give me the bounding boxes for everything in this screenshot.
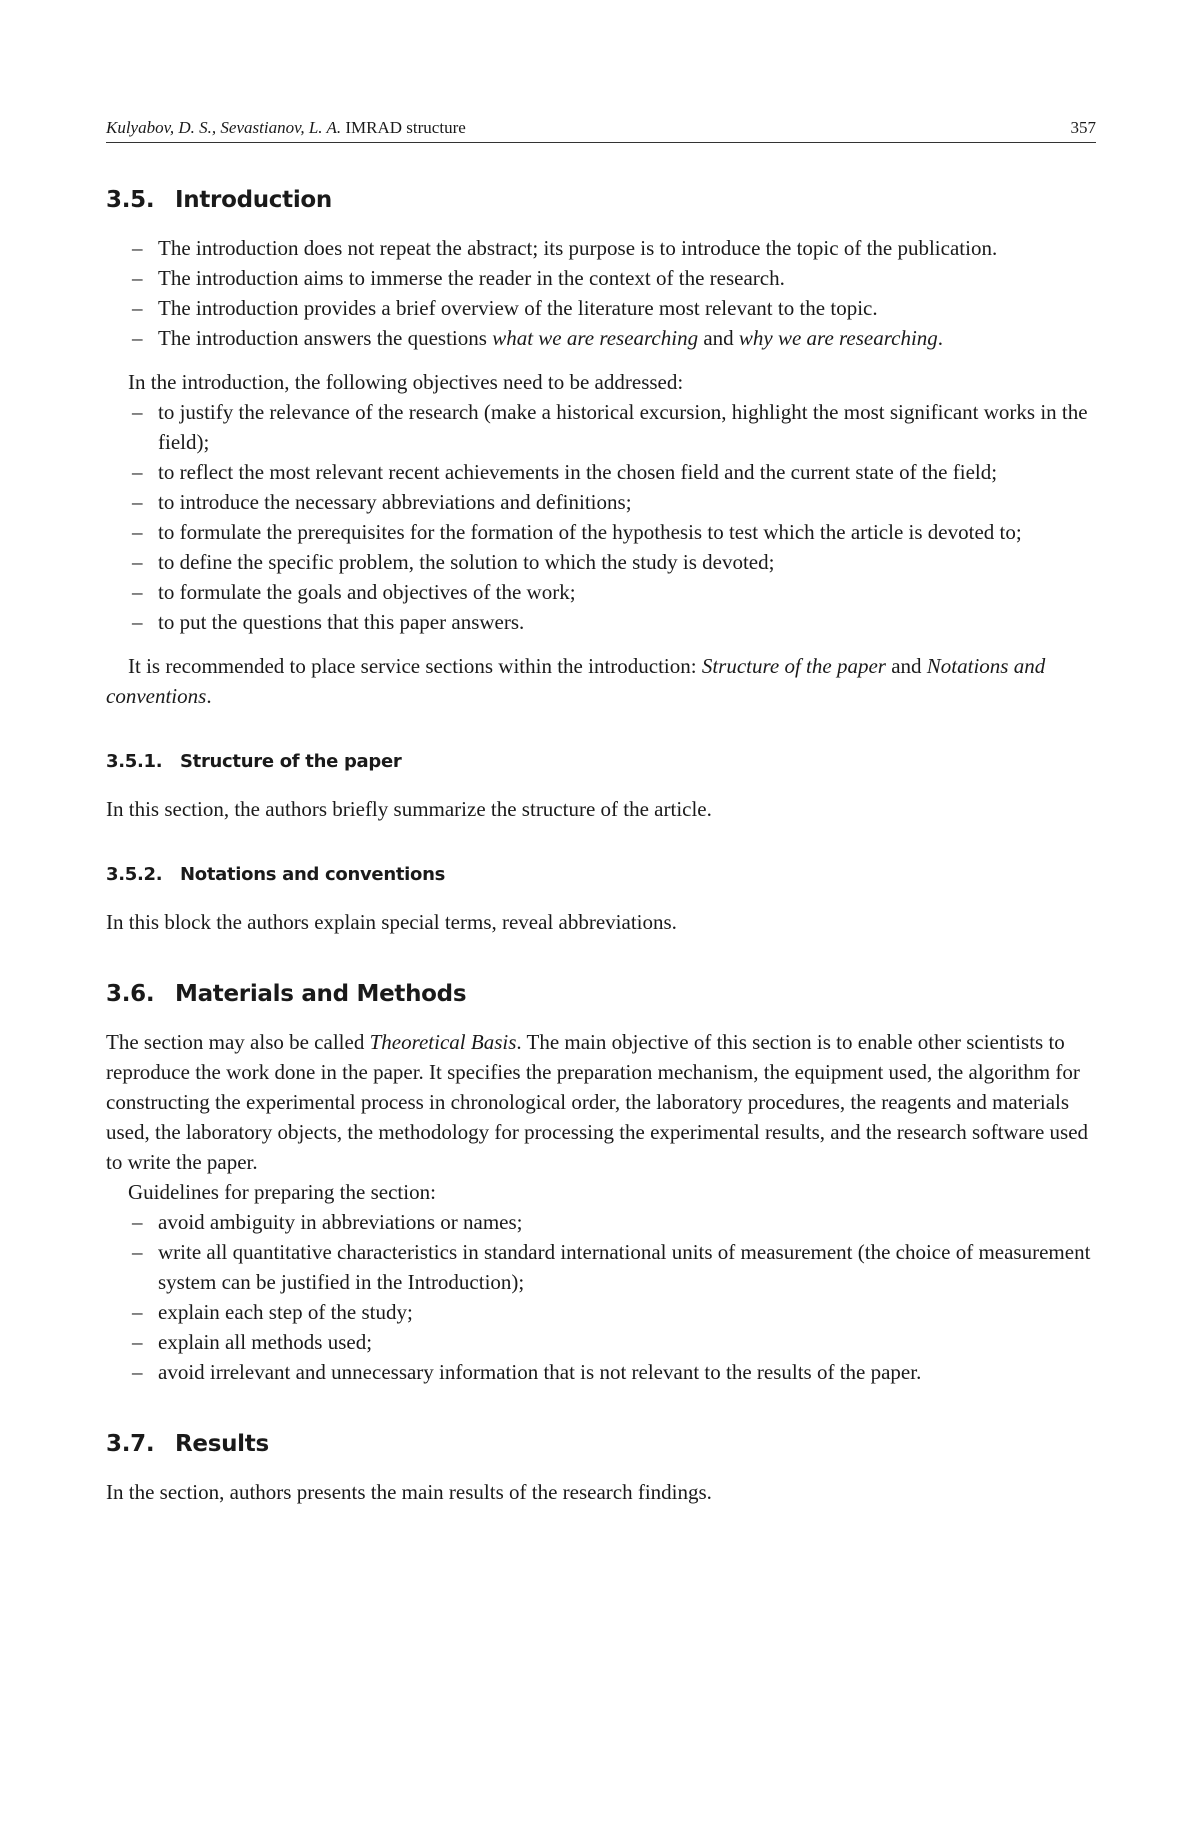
emphasis-text: Notations and conventions <box>106 654 1046 708</box>
paragraph: In the section, authors presents the main results of the research findings. <box>106 1480 712 1504</box>
section-heading-introduction <box>106 187 1096 213</box>
list-item: – explain all methods used; <box>106 1327 1096 1357</box>
list-item: – to formulate the goals and objectives of the work; <box>106 577 1096 607</box>
page-content <box>106 118 1096 1507</box>
running-header-title: IMRAD structure <box>345 118 466 137</box>
list-item: – avoid ambiguity in abbreviations or names; <box>106 1207 1096 1237</box>
text-fragment: The introduction answers the questions <box>158 326 493 350</box>
text-fragment: The section may also be called <box>106 1030 370 1054</box>
paragraph: In the introduction, the following objectives need to be addressed: <box>128 370 684 394</box>
list-item: – to justify the relevance of the research (make a historical excursion, highlight the most significant works in the field); <box>106 397 1096 457</box>
section-heading-results <box>106 1431 1096 1457</box>
section-number: 3.7. <box>106 1431 155 1457</box>
emphasis-text: Structure of the paper <box>701 654 886 678</box>
list-item: – The introduction does not repeat the abstract; its purpose is to introduce the topic of the publication. <box>106 233 1096 263</box>
text-fragment: . <box>937 326 944 350</box>
emphasis-text: what we are researching <box>492 326 699 350</box>
subsection-number: 3.5.1. <box>106 751 163 772</box>
paragraph: Guidelines for preparing the section: <box>128 1180 436 1204</box>
text-fragment: It is recommended to place service sections within the introduction: <box>128 654 702 678</box>
list-item: – write all quantitative characteristics in standard international units of measurement (the choice of measurement system can be justified in the Introduction); <box>106 1237 1096 1297</box>
list-item: – to reflect the most relevant recent achievements in the chosen field and the current state of the field; <box>106 457 1096 487</box>
section-title: Introduction <box>175 187 332 213</box>
paragraph: In this block the authors explain special terms, reveal abbreviations. <box>106 910 677 934</box>
running-header-citation <box>106 118 466 138</box>
list-item: – explain each step of the study; <box>106 1297 1096 1327</box>
list-item: – to formulate the prerequisites for the formation of the hypothesis to test which the article is devoted to; <box>106 517 1096 547</box>
running-header-authors: Kulyabov, D. S., Sevastianov, L. A. <box>106 118 342 137</box>
section-heading-materials-methods <box>106 981 1096 1007</box>
list-item: – to define the specific problem, the solution to which the study is devoted; <box>106 547 1096 577</box>
emphasis-text: Theoretical Basis <box>369 1030 517 1054</box>
text-fragment: and <box>885 654 927 678</box>
section-title: Materials and Methods <box>175 981 467 1007</box>
list-item <box>106 323 1096 353</box>
paragraph <box>106 651 1096 711</box>
text-fragment: . <box>206 684 212 708</box>
running-header <box>106 118 1096 143</box>
guidelines-list <box>106 1207 1096 1387</box>
subsection-number: 3.5.2. <box>106 864 163 885</box>
paragraph: In this section, the authors briefly summarize the structure of the article. <box>106 797 712 821</box>
subsection-heading-structure <box>106 751 1096 772</box>
objectives-list <box>106 397 1096 637</box>
list-item: – The introduction aims to immerse the reader in the context of the research. <box>106 263 1096 293</box>
subsection-title: Notations and conventions <box>180 864 446 885</box>
list-item: – The introduction provides a brief overview of the literature most relevant to the topic. <box>106 293 1096 323</box>
section-title: Results <box>175 1431 269 1457</box>
subsection-title: Structure of the paper <box>180 751 402 772</box>
section-number: 3.6. <box>106 981 155 1007</box>
paragraph <box>106 1027 1096 1177</box>
page-number: 357 <box>1070 118 1096 137</box>
text-fragment: . The main objective of this section is to enable other scientists to reproduce the work done in the paper. It specifies the preparation mechanism, the equipment used, the algorithm for constructing the experimental process in chronological order, the laboratory procedures, the reagents and materials used, the laboratory objects, the methodology for processing the experimental results, and the research software used to write the paper. <box>106 1030 1089 1174</box>
introduction-bullet-list <box>106 233 1096 353</box>
subsection-heading-notations <box>106 864 1096 885</box>
list-item: – to put the questions that this paper answers. <box>106 607 1096 637</box>
section-number: 3.5. <box>106 187 155 213</box>
emphasis-text: why we are researching <box>738 326 938 350</box>
text-fragment: and <box>698 326 739 350</box>
list-item: – avoid irrelevant and unnecessary information that is not relevant to the results of the paper. <box>106 1357 1096 1387</box>
list-item: – to introduce the necessary abbreviations and definitions; <box>106 487 1096 517</box>
